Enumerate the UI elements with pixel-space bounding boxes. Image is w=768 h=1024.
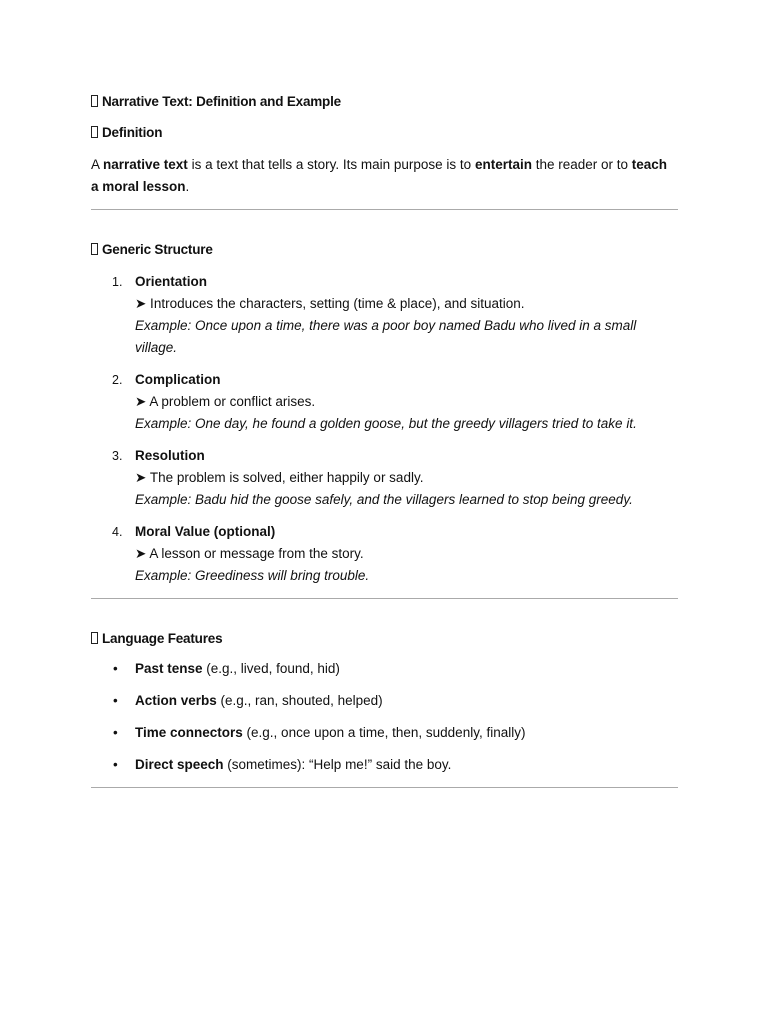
missing-glyph-icon (91, 243, 98, 255)
missing-glyph-icon (91, 126, 98, 138)
structure-list (91, 271, 678, 587)
definition-paragraph (91, 154, 678, 198)
feature-term: Time connectors (135, 725, 243, 740)
definition-emphasis: teach a moral lesson (91, 157, 668, 194)
structure-item-title: Complication (135, 372, 221, 387)
structure-item-description: ➤ Introduces the characters, setting (time & place), and situation. (135, 296, 525, 311)
feature-term: Direct speech (135, 757, 224, 772)
bullet-icon: • (113, 757, 118, 772)
feature-item (91, 690, 678, 712)
definition-text: A (91, 157, 104, 172)
structure-item-example: Example: Badu hid the goose safely, and the villagers learned to stop being greedy. (135, 492, 633, 507)
structure-item-description: ➤ A problem or conflict arises. (135, 394, 316, 409)
document-title-text: Narrative Text: Definition and Example (102, 94, 341, 109)
list-number: 4. (112, 525, 123, 539)
bullet-icon: • (113, 693, 118, 708)
structure-item-title: Resolution (135, 448, 205, 463)
missing-glyph-icon (91, 95, 98, 107)
bullet-icon: • (113, 725, 118, 740)
features-list (91, 658, 678, 776)
features-heading-text: Language Features (102, 631, 223, 646)
definition-emphasis: entertain (474, 157, 532, 172)
structure-item-example: Example: Once upon a time, there was a poor boy named Badu who lived in a small village. (135, 318, 637, 355)
feature-item (91, 658, 678, 680)
definition-heading (91, 123, 678, 143)
structure-heading (91, 240, 678, 260)
missing-glyph-icon (91, 632, 98, 644)
structure-item (91, 369, 678, 435)
definition-text: the reader or to (531, 157, 632, 172)
bullet-icon: • (113, 661, 118, 676)
definition-term: narrative text (103, 157, 188, 172)
definition-text: . (185, 179, 190, 194)
divider (91, 209, 678, 210)
structure-item-example: Example: One day, he found a golden goose, but the greedy villagers tried to take it. (135, 416, 637, 431)
structure-item-description: ➤ A lesson or message from the story. (135, 546, 364, 561)
feature-term: Past tense (135, 661, 203, 676)
feature-detail: (e.g., lived, found, hid) (202, 661, 340, 676)
feature-detail: (sometimes): “Help me!” said the boy. (223, 757, 452, 772)
document-content (91, 92, 678, 788)
structure-item (91, 445, 678, 511)
structure-item (91, 521, 678, 587)
structure-item-title: Orientation (135, 274, 208, 289)
feature-item (91, 754, 678, 776)
structure-item-title: Moral Value (optional) (135, 524, 276, 539)
structure-item-example: Example: Greediness will bring trouble. (135, 568, 370, 583)
structure-item-description: ➤ The problem is solved, either happily or sadly. (135, 470, 424, 485)
feature-item (91, 722, 678, 744)
structure-item (91, 271, 678, 359)
feature-detail: (e.g., ran, shouted, helped) (216, 693, 383, 708)
definition-heading-text: Definition (102, 125, 163, 140)
features-heading (91, 629, 678, 649)
list-number: 3. (112, 449, 123, 463)
structure-heading-text: Generic Structure (102, 242, 213, 257)
divider (91, 598, 678, 599)
feature-term: Action verbs (135, 693, 217, 708)
document-title (91, 92, 678, 112)
feature-detail: (e.g., once upon a time, then, suddenly, finally) (242, 725, 526, 740)
list-number: 1. (112, 275, 123, 289)
divider (91, 787, 678, 788)
list-number: 2. (112, 373, 123, 387)
definition-text: is a text that tells a story. Its main purpose is to (187, 157, 475, 172)
